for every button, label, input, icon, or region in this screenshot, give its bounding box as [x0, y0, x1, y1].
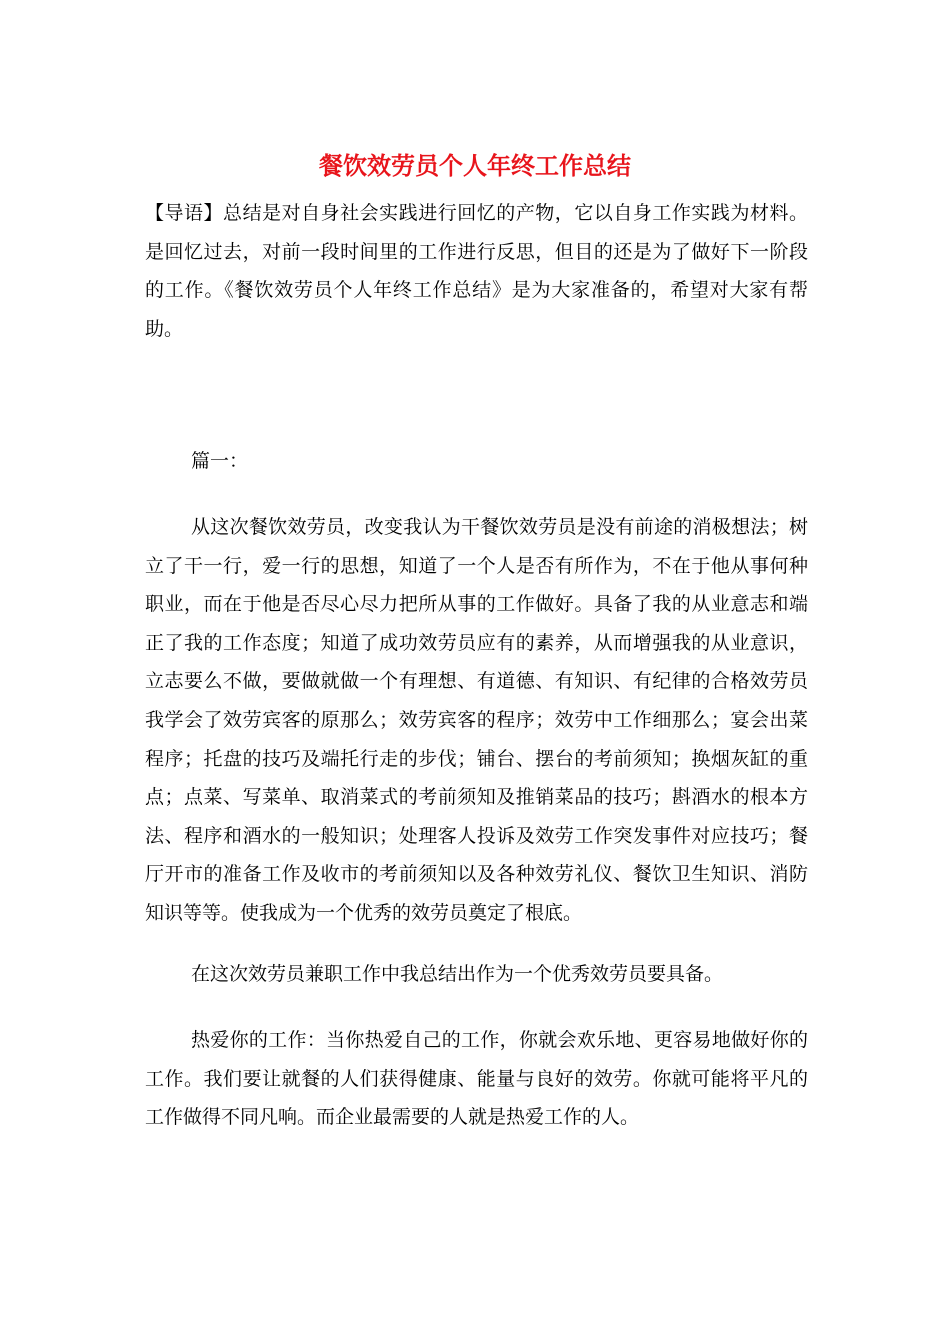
intro-paragraph: 【导语】总结是对自身社会实践进行回忆的产物，它以自身工作实践为材料。是回忆过去，对前一段时间里的工作进行反思，但目的还是为了做好下一阶段的工作。《餐饮效劳员个人年终工作总结》是为大家准备的，希望对大家有帮助。 — [145, 202, 808, 340]
page-title: 餐饮效劳员个人年终工作总结 — [319, 152, 631, 180]
body-paragraph-3: 热爱你的工作：当你热爱自己的工作，你就会欢乐地、更容易地做好你的工作。我们要让就餐的人们获得健康、能量与良好的效劳。你就可能将平凡的工作做得不同凡响。而企业最需要的人就是热爱工作的人。 — [145, 1029, 808, 1129]
body-paragraph-1: 从这次餐饮效劳员，改变我认为干餐饮效劳员是没有前途的消极想法；树立了干一行，爱一行的思想，知道了一个人是否有所作为，不在于他从事何种职业，而在于他是否尽心尽力把所从事的工作做好。具备了我的从业意志和端正了我的工作态度；知道了成功效劳员应有的素养，从而增强我的从业意识，立志要么不做，要做就做一个有理想、有道德、有知识、有纪律的合格效劳员我学会了效劳宾客的原那么；效劳宾客的程序；效劳中工作细那么；宴会出菜程序；托盘的技巧及端托行走的步伐；铺台、摆台的考前须知；换烟灰缸的重点；点菜、写菜单、取消菜式的考前须知及推销菜品的技巧；斟酒水的根本方法、程序和酒水的一般知识；处理客人投诉及效劳工作突发事件对应技巧；餐厅开市的准备工作及收市的考前须知以及各种效劳礼仪、餐饮卫生知识、消防知识等等。使我成为一个优秀的效劳员奠定了根底。 — [145, 516, 808, 924]
section-label: 篇一： — [191, 450, 249, 472]
body-paragraph-2: 在这次效劳员兼职工作中我总结出作为一个优秀效劳员要具备。 — [191, 963, 724, 985]
